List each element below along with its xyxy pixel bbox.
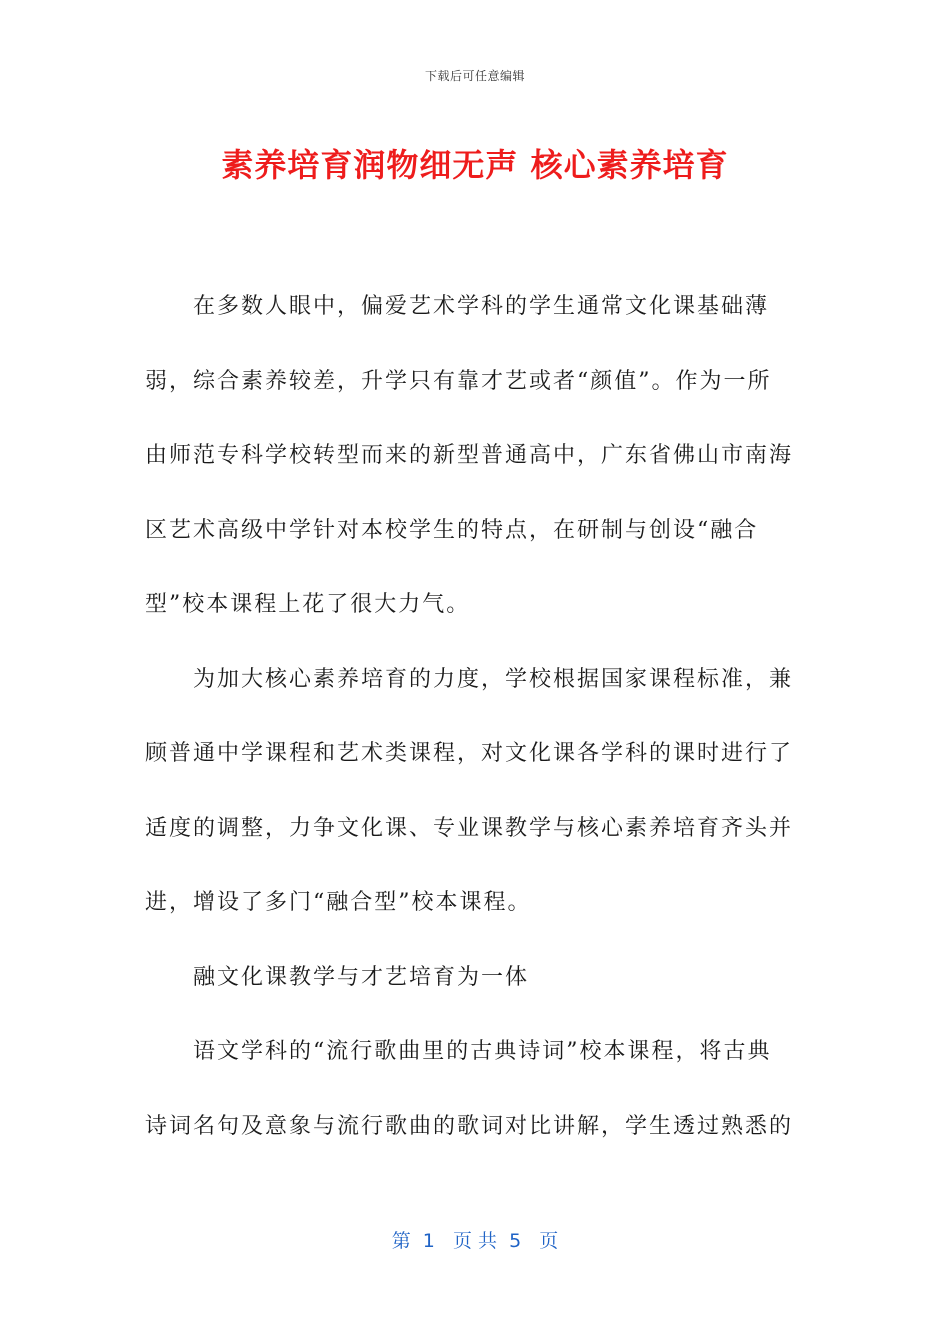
section-heading: 融文化课教学与才艺培育为一体 [193,964,530,990]
document-title: 素养培育润物细无声 核心素养培育 [221,146,729,184]
paragraph: 为加大核心素养培育的力度，学校根据国家课程标准，兼顾普通中学课程和艺术类课程，对文化课各学科的课时进行了适度的调整，力争文化课、专业课教学与核心素养培育齐头并进，增设了多门“融合型”校本课程。 [145,666,794,915]
paragraph: 在多数人眼中，偏爱艺术学科的学生通常文化课基础薄弱，综合素养较差，升学只有靠才艺或者“颜值”。作为一所由师范专科学校转型而来的新型普通高中，广东省佛山市南海区艺术高级中学针对本校学生的特点，在研制与创设“融合型”校本课程上花了很大力气。 [145,294,794,617]
document-body [145,270,795,1164]
paragraph: 语文学科的“流行歌曲里的古典诗词”校本课程，将古典诗词名句及意象与流行歌曲的歌词对比讲解，学生透过熟悉的 [145,1039,794,1139]
page-indicator: 第 1 页 共 5 页 [391,1230,559,1252]
header-note: 下载后可任意编辑 [424,69,525,83]
